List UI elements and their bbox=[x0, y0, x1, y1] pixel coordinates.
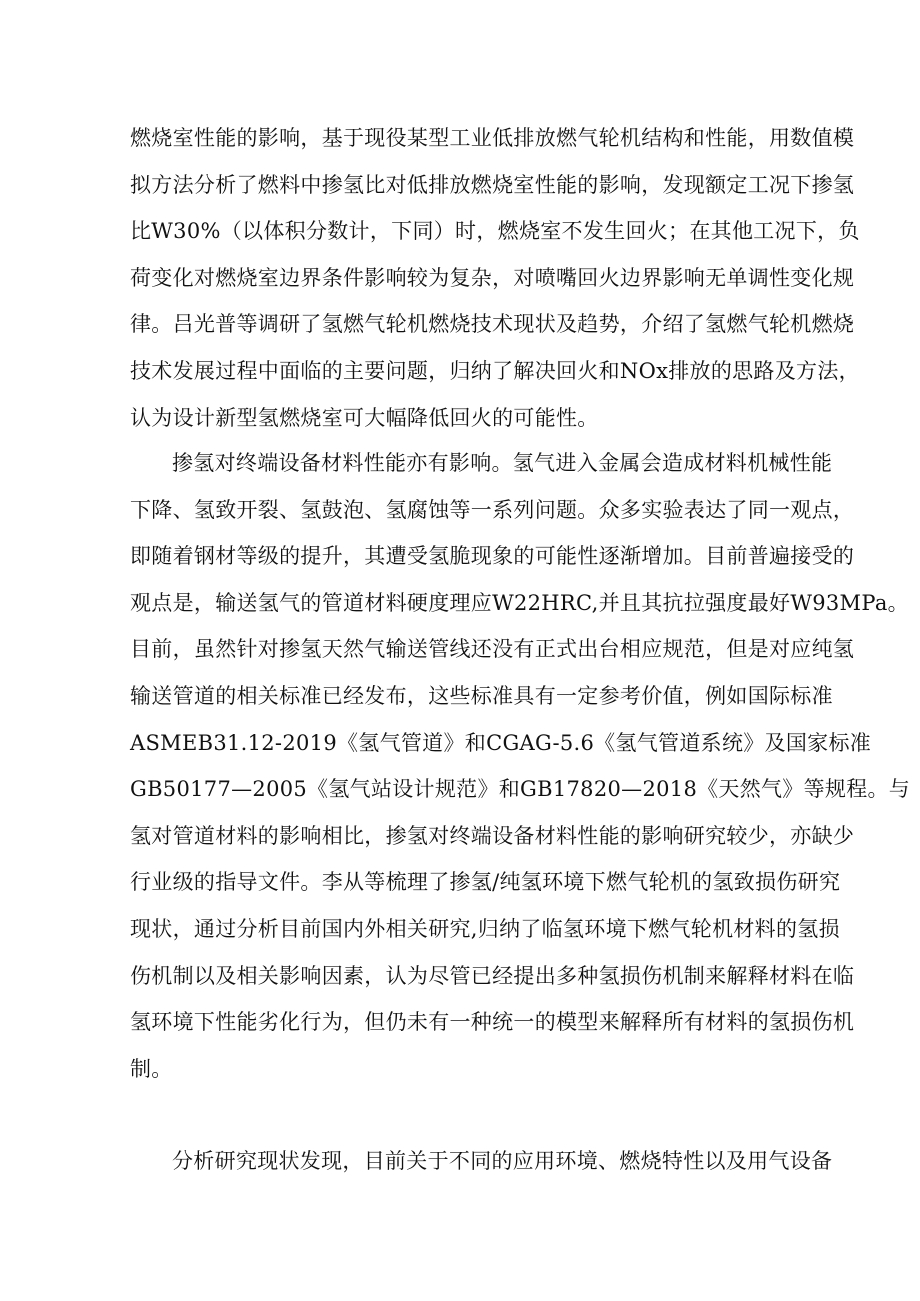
paragraph-line: 下降、氢致开裂、氢鼓泡、氢腐蚀等一系列问题。众多实验表达了同一观点， bbox=[130, 497, 855, 522]
paragraph-line: 目前，虽然针对掺氢天然气输送管线还没有正式出台相应规范，但是对应纯氢 bbox=[130, 637, 855, 662]
paragraph-line: GB50177—2005《氢气站设计规范》和GB17820—2018《天然气》等规程。与 bbox=[130, 777, 911, 802]
paragraph-line: 行业级的指导文件。李从等梳理了掺氢/纯氢环境下燃气轮机的氢致损伤研究 bbox=[130, 870, 841, 895]
paragraph-line: 掺氢对终端设备材料性能亦有影响。氢气进入金属会造成材料机械性能 bbox=[172, 451, 833, 475]
paragraph-line: 分析研究现状发现，目前关于不同的应用环境、燃烧特性以及用气设备 bbox=[172, 1149, 833, 1173]
paragraph-line: 荷变化对燃烧室边界条件影响较为复杂，对喷嘴回火边界影响无单调性变化规 bbox=[130, 265, 855, 290]
paragraph-line: 认为设计新型氢燃烧室可大幅降低回火的可能性。 bbox=[130, 405, 599, 430]
paragraph-line: 比W30%（以体积分数计，下同）时，燃烧室不发生回火；在其他工况下，负 bbox=[130, 219, 860, 244]
paragraph-line: 氢环境下性能劣化行为，但仍未有一种统一的模型来解释所有材料的氢损伤机 bbox=[130, 1010, 855, 1035]
paragraph-line: 输送管道的相关标准已经发布，这些标准具有一定参考价值，例如国际标准 bbox=[130, 683, 833, 708]
paragraph-1 bbox=[130, 115, 860, 441]
paragraph-line: 制。 bbox=[130, 1056, 173, 1081]
paragraph-line: 拟方法分析了燃料中掺氢比对低排放燃烧室性能的影响，发现额定工况下掺氢 bbox=[130, 172, 855, 197]
paragraph-line: 氢对管道材料的影响相比，掺氢对终端设备材料性能的影响研究较少，亦缺少 bbox=[130, 823, 855, 848]
paragraph-line: 伤机制以及相关影响因素，认为尽管已经提出多种氢损伤机制来解释材料在临 bbox=[130, 963, 855, 988]
paragraph-line: ASMEB31.12-2019《氢气管道》和CGAG-5.6《氢气管道系统》及国家标准 bbox=[130, 730, 872, 755]
paragraph-line: 现状，通过分析目前国内外相关研究,归纳了临氢环境下燃气轮机材料的氢损 bbox=[130, 916, 840, 941]
paragraph-2 bbox=[130, 440, 911, 1092]
paragraph-line: 观点是，输送氢气的管道材料硬度理应W22HRC,并且其抗拉强度最好W93MPa。 bbox=[130, 590, 909, 615]
paragraph-line: 技术发展过程中面临的主要问题，归纳了解决回火和NOx排放的思路及方法， bbox=[130, 358, 860, 383]
paragraph-3 bbox=[130, 1138, 833, 1185]
paragraph-line: 即随着钢材等级的提升，其遭受氢脆现象的可能性逐渐增加。目前普遍接受的 bbox=[130, 544, 855, 569]
paragraph-line: 燃烧室性能的影响，基于现役某型工业低排放燃气轮机结构和性能，用数值模 bbox=[130, 126, 855, 150]
paragraph-line: 律。吕光普等调研了氢燃气轮机燃烧技术现状及趋势，介绍了氢燃气轮机燃烧 bbox=[130, 312, 855, 337]
